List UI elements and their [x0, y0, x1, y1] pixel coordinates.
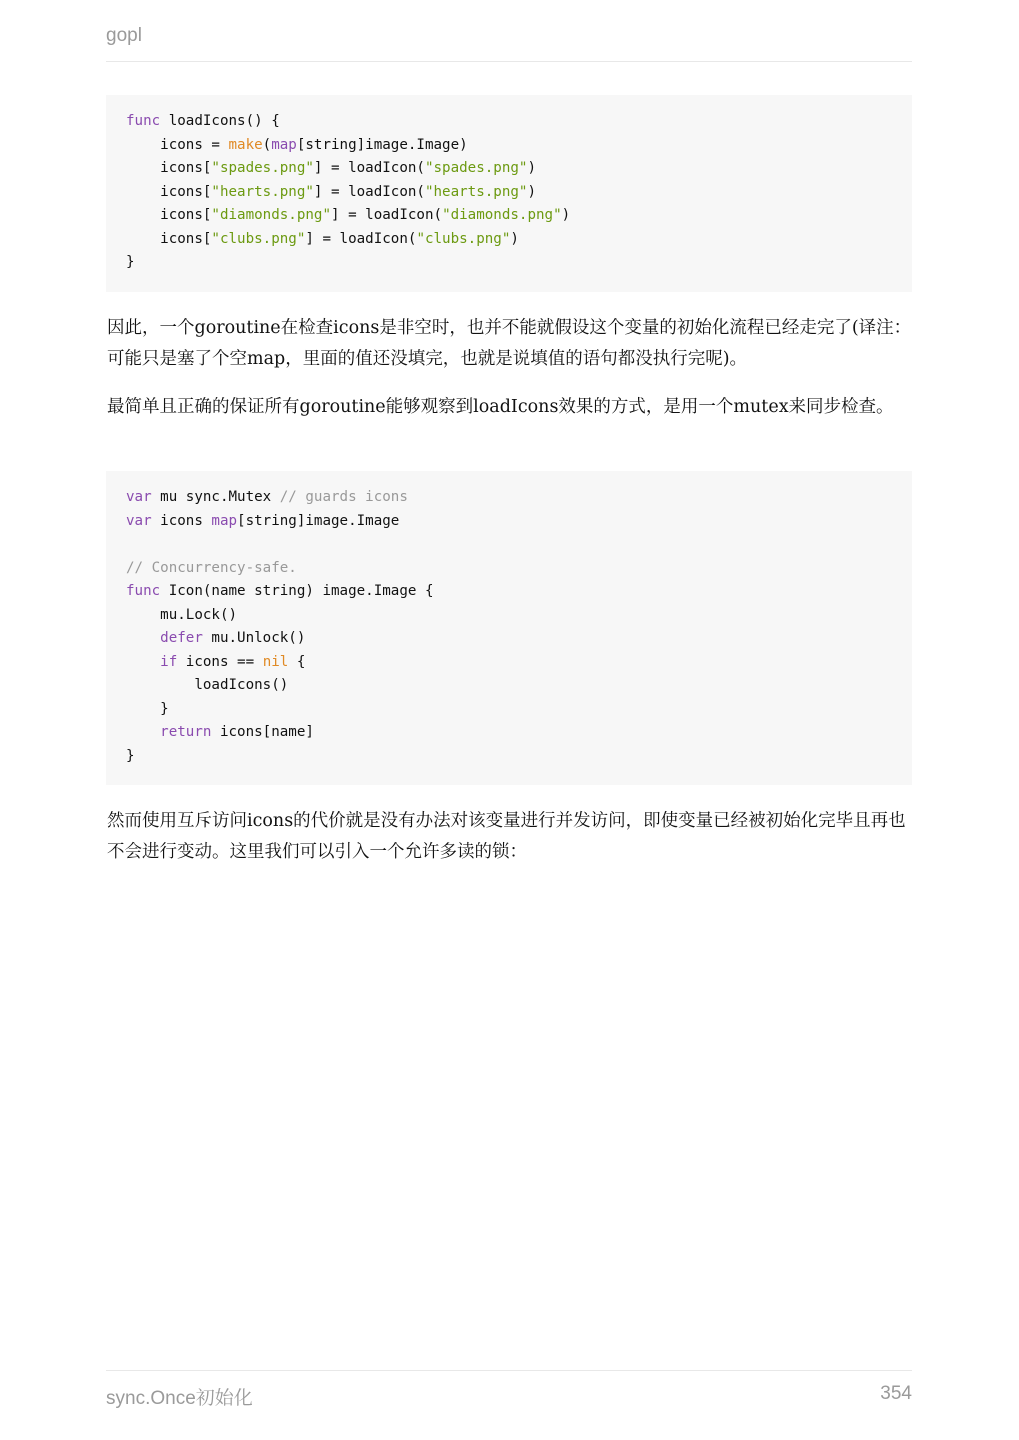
code-string: "diamonds.png" — [211, 207, 332, 223]
code-text: icons[name] — [211, 724, 314, 740]
code-line — [126, 228, 892, 252]
code-line — [126, 251, 892, 275]
code-line — [126, 721, 892, 745]
code-string: "clubs.png" — [416, 230, 511, 247]
code-keyword: return — [160, 724, 212, 740]
code-text: mu.Lock() — [126, 606, 238, 623]
code-string: "spades.png" — [211, 160, 314, 176]
code-text: ] = loadIcon( — [305, 230, 417, 247]
code-keyword: func — [126, 113, 161, 129]
code-text: Icon(name string) image.Image { — [160, 583, 434, 599]
code-line — [126, 510, 892, 534]
code-keyword: var — [126, 489, 152, 505]
code-text: mu sync.Mutex — [151, 489, 280, 505]
code-text: loadIcons() — [126, 677, 289, 693]
code-text: } — [126, 700, 169, 717]
code-line — [126, 580, 892, 604]
code-text: loadIcons() { — [160, 113, 280, 129]
code-text: ) — [527, 183, 537, 200]
code-keyword: map — [211, 512, 238, 529]
code-text: ) — [561, 207, 571, 223]
code-text: ] = loadIcon( — [313, 160, 425, 176]
code-text: icons[ — [126, 183, 212, 200]
code-line — [126, 134, 892, 158]
code-text: icons = — [126, 136, 229, 153]
code-line — [126, 604, 892, 628]
code-line — [126, 204, 892, 228]
code-text: [string]image.Image) — [296, 136, 468, 153]
code-block-load-icons — [106, 95, 912, 292]
code-line — [126, 157, 892, 181]
paragraph-mutex-sync: 最简单且正确的保证所有goroutine能够观察到loadIcons效果的方式，是用一个mutex来同步检查。 — [107, 397, 894, 417]
code-string: "clubs.png" — [211, 230, 306, 247]
paragraph-rwlock-intro: 然而使用互斥访问icons的代价就是没有办法对该变量进行并发访问，即使变量已经被初始化完毕且再也不会进行变动。这里我们可以引入一个允许多读的锁： — [107, 811, 906, 862]
code-builtin: nil — [262, 653, 289, 670]
code-comment: // Concurrency-safe. — [126, 559, 297, 576]
code-keyword: defer — [160, 630, 203, 646]
book-title: gopl — [106, 25, 142, 46]
page-header — [106, 24, 912, 62]
code-line — [126, 674, 892, 698]
code-line — [126, 181, 892, 205]
code-line — [126, 627, 892, 651]
code-text — [126, 654, 160, 670]
code-keyword: map — [271, 136, 297, 153]
code-text: ] = loadIcon( — [313, 183, 425, 200]
code-text: { — [288, 653, 306, 670]
code-text: icons == — [177, 653, 263, 670]
code-text: ] = loadIcon( — [331, 207, 443, 223]
code-builtin: make — [228, 136, 263, 153]
code-line — [126, 533, 892, 557]
code-line — [126, 651, 892, 675]
code-string: "spades.png" — [424, 160, 528, 176]
code-text: icons[ — [126, 160, 212, 176]
code-line — [126, 486, 892, 510]
code-text: ( — [262, 136, 272, 153]
code-line — [126, 557, 892, 581]
page-footer — [106, 1370, 912, 1409]
code-text — [126, 630, 160, 646]
code-string: "diamonds.png" — [442, 207, 562, 223]
code-keyword: var — [126, 512, 152, 529]
code-block-mutex-icon — [106, 471, 912, 785]
code-text — [126, 724, 160, 740]
code-text: icons[ — [126, 207, 212, 223]
code-text: icons — [151, 512, 212, 529]
code-text: icons[ — [126, 230, 212, 247]
code-string: "hearts.png" — [424, 183, 528, 200]
paragraph-goroutine-icons: 因此，一个goroutine在检查icons是非空时，也并不能就假设这个变量的初始化流程已经走完了(译注：可能只是塞了个空map，里面的值还没填完，也就是说填值的语句都没执行完呢)。 — [107, 318, 912, 369]
code-text: } — [126, 747, 135, 764]
code-comment: // guards icons — [279, 489, 408, 505]
code-string: "hearts.png" — [211, 183, 314, 200]
code-text: ) — [510, 230, 519, 247]
code-text: } — [126, 254, 135, 270]
code-text: [string]image.Image — [237, 512, 400, 529]
code-line — [126, 745, 892, 769]
code-keyword: func — [126, 583, 161, 599]
page-number: 354 — [880, 1383, 912, 1404]
code-keyword: if — [160, 653, 178, 670]
code-text: mu.Unlock() — [202, 630, 306, 646]
code-text: ) — [527, 160, 537, 176]
code-line — [126, 698, 892, 722]
code-line — [126, 110, 892, 134]
section-title: sync.Once初始化 — [106, 1388, 253, 1409]
